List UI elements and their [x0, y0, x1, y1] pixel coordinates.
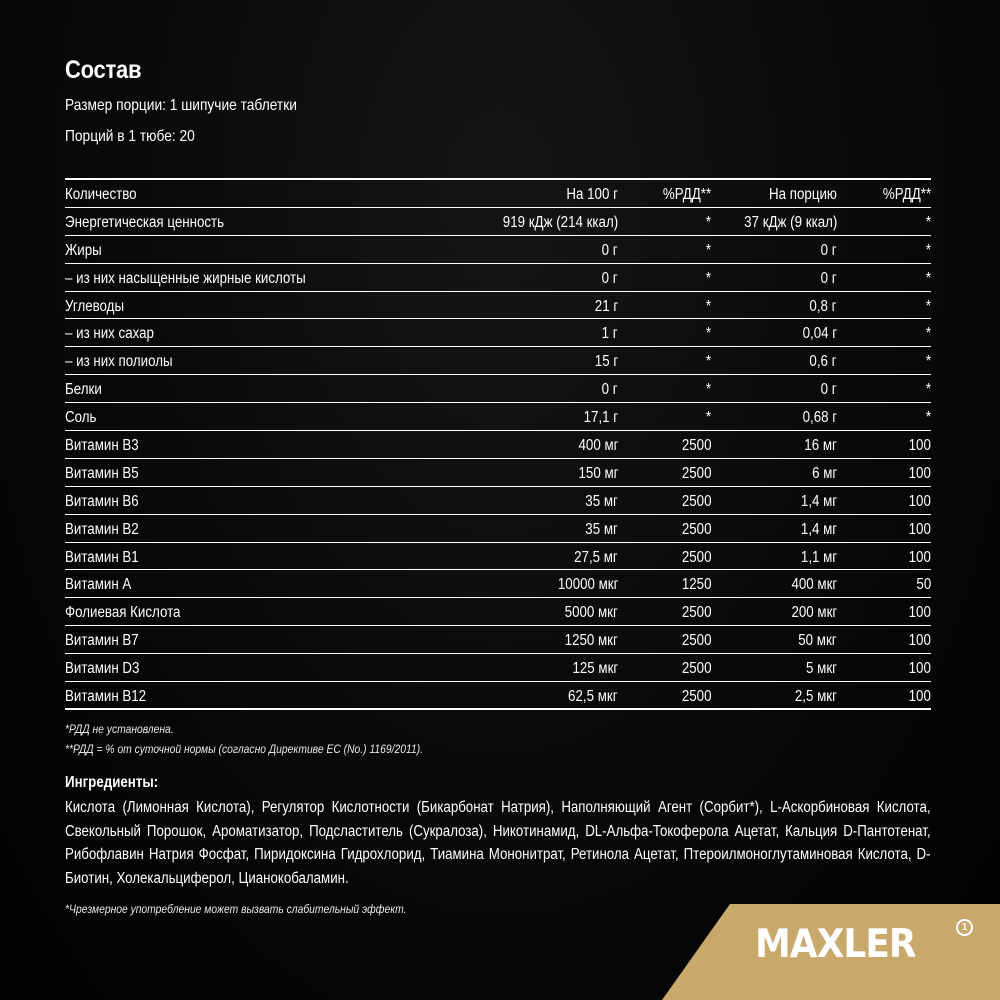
rdd-serving-value: 100	[908, 688, 931, 706]
per-serving-value: 0 г	[821, 269, 837, 287]
per-serving-value: 1,1 мг	[800, 548, 837, 566]
table-row	[65, 543, 931, 571]
nutrient-name: Витамин В1	[65, 548, 139, 566]
header-per-serving: На порцию	[769, 186, 837, 203]
rdd-100g-value: 2500	[681, 437, 711, 455]
ingredients-title: Ингредиенты:	[65, 774, 159, 791]
table-row	[65, 570, 931, 598]
rdd-serving-value: 100	[908, 492, 931, 510]
per-serving-value: 1,4 мг	[800, 492, 837, 510]
rdd-100g-value: *	[705, 409, 711, 427]
nutrient-name: Витамин А	[65, 576, 132, 594]
rdd-serving-value: *	[925, 269, 931, 287]
table-row	[65, 598, 931, 626]
per-100g-value: 400 мг	[578, 437, 618, 455]
nutrient-name: Витамин В6	[65, 492, 139, 510]
rdd-100g-value: *	[705, 213, 711, 231]
rdd-100g-value: 2500	[681, 660, 711, 678]
per-100g-value: 125 мкг	[572, 660, 618, 678]
header-quantity: Количество	[65, 186, 137, 203]
per-serving-value: 16 мг	[804, 437, 837, 455]
nutrition-table	[65, 178, 931, 710]
per-100g-value: 35 мг	[585, 492, 618, 510]
rdd-serving-value: *	[925, 409, 931, 427]
per-100g-value: 1250 мкг	[564, 632, 618, 650]
nutrient-name: Углеводы	[65, 297, 125, 315]
rdd-serving-value: *	[925, 353, 931, 371]
per-100g-value: 35 мг	[585, 520, 618, 538]
per-serving-value: 0,8 г	[809, 297, 837, 315]
per-100g-value: 27,5 мг	[574, 548, 618, 566]
nutrient-name: Витамин В2	[65, 520, 139, 538]
per-serving-value: 6 мг	[811, 464, 837, 482]
nutrient-name: Фолиевая Кислота	[65, 604, 181, 622]
nutrient-name: Соль	[65, 409, 97, 427]
per-serving-value: 0,04 г	[802, 325, 837, 343]
rdd-serving-value: 100	[908, 660, 931, 678]
rdd-100g-value: *	[705, 297, 711, 315]
nutrient-name: – из них сахар	[65, 325, 154, 343]
per-serving-value: 0 г	[821, 381, 837, 399]
servings-per-tube: Порций в 1 тюбе: 20	[65, 128, 195, 145]
rdd-serving-value: 100	[908, 548, 931, 566]
rdd-100g-value: 2500	[681, 520, 711, 538]
ingredients-text: Кислота (Лимонная Кислота), Регулятор Кислотности (Бикарбонат Натрия), Наполняющий Агент (Сорбит*), L-Аскорбиновая Кислота, Свекольный Порошок, Ароматизатор, Подсластитель (Сукралоза), Никотинамид, DL-Альфа-Токоферола Ацетат, Кальция D-Пантотенат, Рибофлавин Натрия Фосфат, Пиридоксина Гидрохлорид, Тиамина Мононитрат, Ретинола Ацетат, Птероилмоноглутаминовая Кислота, D-Биотин, Холекальциферол, Цианокобаламин.	[65, 799, 931, 887]
table-row	[65, 236, 931, 264]
nutrient-name: Витамин В5	[65, 464, 139, 482]
rdd-100g-value: *	[705, 381, 711, 399]
table-row	[65, 347, 931, 375]
rdd-serving-value: *	[925, 325, 931, 343]
rdd-serving-value: 100	[908, 520, 931, 538]
table-row	[65, 515, 931, 543]
per-100g-value: 62,5 мкг	[568, 688, 618, 706]
header-per-100g: На 100 г	[566, 186, 618, 203]
per-100g-value: 0 г	[602, 381, 618, 399]
nutrient-name: – из них насыщенные жирные кислоты	[65, 269, 306, 287]
table-row	[65, 264, 931, 292]
table-row	[65, 292, 931, 320]
header-rdd-100g: %РДД**	[662, 186, 711, 203]
nutrient-name: Витамин D3	[65, 660, 140, 678]
table-row	[65, 654, 931, 682]
nutrient-name: Жиры	[65, 241, 102, 259]
table-row	[65, 208, 931, 236]
per-100g-value: 0 г	[602, 241, 618, 259]
rdd-100g-value: 1250	[681, 576, 711, 594]
rdd-100g-value: 2500	[681, 548, 711, 566]
table-header-row	[65, 180, 931, 208]
per-100g-value: 0 г	[602, 269, 618, 287]
per-serving-value: 0,6 г	[809, 353, 837, 371]
serving-size: Размер порции: 1 шипучие таблетки	[65, 97, 297, 114]
per-serving-value: 0,68 г	[802, 409, 837, 427]
page-title: Состав	[65, 56, 142, 84]
nutrient-name: – из них полиолы	[65, 353, 173, 371]
per-serving-value: 200 мкг	[791, 604, 837, 622]
rdd-100g-value: 2500	[681, 492, 711, 510]
per-100g-value: 919 кДж (214 ккал)	[502, 213, 618, 231]
per-100g-value: 1 г	[602, 325, 618, 343]
rdd-100g-value: *	[705, 269, 711, 287]
table-row	[65, 682, 931, 710]
rdd-serving-value: *	[925, 213, 931, 231]
per-serving-value: 5 мкг	[806, 660, 837, 678]
rdd-100g-value: *	[705, 241, 711, 259]
header-rdd-serving: %РДД**	[882, 186, 931, 203]
rdd-serving-value: 100	[908, 604, 931, 622]
note-rdd-not-set: *РДД не установлена.	[65, 722, 174, 736]
brand-logo-mark: 1	[956, 919, 973, 936]
rdd-100g-value: 2500	[681, 464, 711, 482]
per-serving-value: 37 кДж (9 ккал)	[743, 213, 837, 231]
rdd-100g-value: *	[705, 325, 711, 343]
per-serving-value: 0 г	[821, 241, 837, 259]
rdd-100g-value: 2500	[681, 604, 711, 622]
per-serving-value: 400 мкг	[791, 576, 837, 594]
per-100g-value: 15 г	[594, 353, 618, 371]
rdd-serving-value: *	[925, 241, 931, 259]
note-rdd-definition: **РДД = % от суточной нормы (согласно Директиве ЕС (No.) 1169/2011).	[65, 742, 424, 756]
per-100g-value: 5000 мкг	[564, 604, 618, 622]
rdd-100g-value: 2500	[681, 632, 711, 650]
per-100g-value: 10000 мкг	[557, 576, 618, 594]
table-row	[65, 431, 931, 459]
nutrient-name: Белки	[65, 381, 102, 399]
per-serving-value: 2,5 мкг	[794, 688, 837, 706]
nutrient-name: Витамин В3	[65, 437, 139, 455]
laxative-warning: *Чрезмерное употребление может вызвать слабительный эффект.	[65, 902, 407, 916]
per-serving-value: 1,4 мг	[800, 520, 837, 538]
table-row	[65, 403, 931, 431]
rdd-serving-value: *	[925, 381, 931, 399]
table-row	[65, 626, 931, 654]
rdd-serving-value: 100	[908, 464, 931, 482]
rdd-serving-value: 100	[908, 632, 931, 650]
per-100g-value: 17,1 г	[583, 409, 618, 427]
per-100g-value: 21 г	[594, 297, 618, 315]
nutrient-name: Витамин В12	[65, 688, 147, 706]
rdd-100g-value: 2500	[681, 688, 711, 706]
rdd-serving-value: 50	[916, 576, 931, 594]
table-row	[65, 459, 931, 487]
per-serving-value: 50 мкг	[798, 632, 837, 650]
table-row	[65, 375, 931, 403]
nutrient-name: Энергетическая ценность	[65, 213, 225, 231]
brand-logo: MAXLER	[755, 922, 916, 967]
table-row	[65, 487, 931, 515]
rdd-serving-value: *	[925, 297, 931, 315]
table-row	[65, 319, 931, 347]
per-100g-value: 150 мг	[578, 464, 618, 482]
rdd-100g-value: *	[705, 353, 711, 371]
nutrient-name: Витамин В7	[65, 632, 139, 650]
rdd-serving-value: 100	[908, 437, 931, 455]
